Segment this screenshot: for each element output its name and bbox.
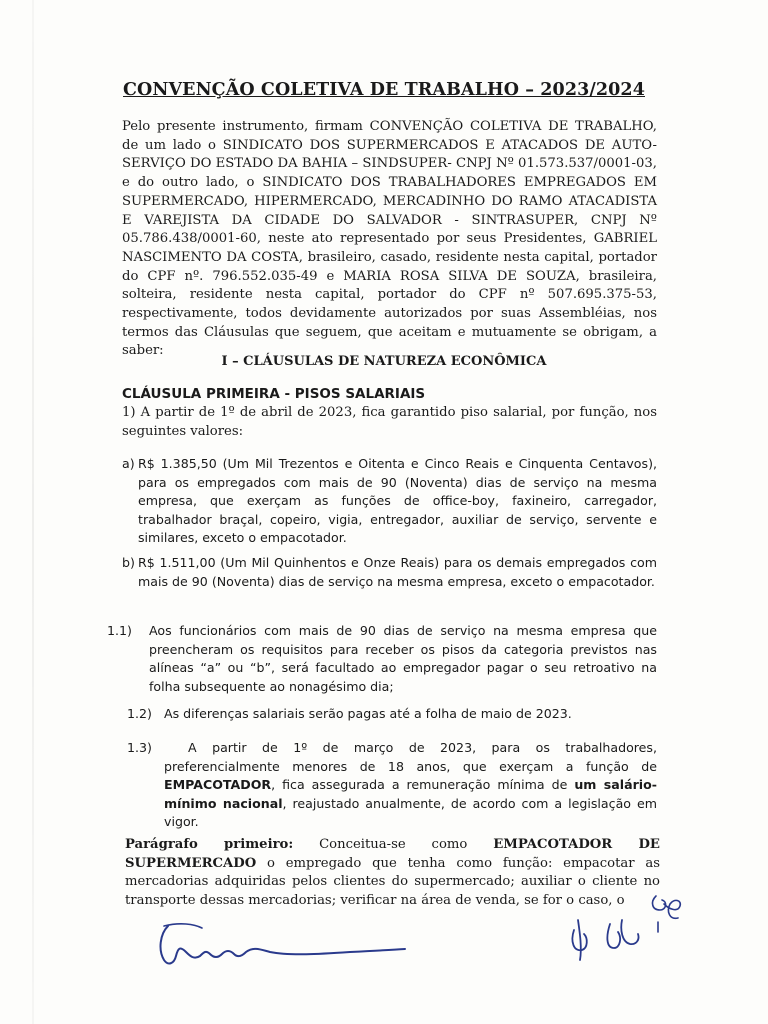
clause-intro: 1) A partir de 1º de abril de 2023, fica garantido piso salarial, por função, nos seguintes valores:	[122, 405, 657, 439]
item-1-2-label: 1.2)	[127, 706, 152, 721]
paragraph-bold-1: EMPACOTADOR DE SUPERMERCADO	[125, 837, 660, 871]
item-a	[122, 455, 657, 548]
item-1-3-text	[164, 739, 657, 832]
item-1-2	[127, 705, 657, 724]
item-1-3-text-2: , fica assegurada a remuneração mínima de	[271, 777, 575, 792]
signature-right	[560, 890, 690, 965]
item-1-3-bold-1: EMPACOTADOR	[164, 777, 272, 792]
item-1-1-label: 1.1)	[107, 623, 132, 638]
clause-title: CLÁUSULA PRIMEIRA - PISOS SALARIAIS	[122, 386, 426, 402]
item-1-3-bold-2: um salário-mínimo nacional	[164, 777, 657, 811]
intro-paragraph: Pelo presente instrumento, firmam CONVENÇÃO COLETIVA DE TRABALHO, de um lado o SINDICATO DOS SUPERMERCADOS E ATACADOS DE AUTO-SERVIÇO DO ESTADO DA BAHIA – SINDSUPER- CNPJ Nº 01.573.537/0001-03, e do outro lado, o SINDICATO DOS TRABALHADORES EMPREGADOS EM SUPERMERCADO, HIPERMERCADO, MERCADINHO DO RAMO ATACADISTA E VAREJISTA DA CIDADE DO SALVADOR - SINTRASUPER, CNPJ Nº 05.786.438/0001-60, neste ato representado por seus Presidentes, GABRIEL NASCIMENTO DA COSTA, brasileiro, casado, residente nesta capital, portador do CPF nº. 796.552.035-49 e MARIA ROSA SILVA DE SOUZA, brasileira, solteira, residente nesta capital, portador do CPF nº 507.695.375-53, respectivamente, todos devidamente autorizados por suas Assembléias, nos termos das Cláusulas que seguem, que aceitam e mutuamente se obrigam, a saber:	[122, 119, 657, 359]
item-1-3-text-1: A partir de 1º de março de 2023, para os trabalhadores, preferencialmente menores de 18 anos, que exerçam a função de	[164, 740, 657, 774]
paragraph-text-1: Conceitua-se como	[293, 837, 494, 852]
item-b-text: R$ 1.511,00 (Um Mil Quinhentos e Onze Reais) para os demais empregados com mais de 90 (Noventa) dias de serviço na mesma empresa, exceto o empacotador.	[138, 555, 657, 589]
section-title: I – CLÁUSULAS DE NATUREZA ECONÔMICA	[221, 354, 547, 369]
paragraph-text-2: o empregado que tenha como função: empacotar as mercadorias adquiridas pelos clientes do supermercado; auxiliar o cliente no transporte dessas mercadorias; verificar na área de venda, se for o caso, o	[125, 855, 660, 909]
item-1-2-text: As diferenças salariais serão pagas até a folha de maio de 2023.	[164, 706, 572, 721]
paragraph-label: Parágrafo primeiro:	[125, 837, 294, 852]
item-a-text: R$ 1.385,50 (Um Mil Trezentos e Oitenta e Cinco Reais e Cinquenta Centavos), para os empregados com mais de 90 (Noventa) dias de serviço na mesma empresa, que exerçam as funções de office-boy, faxineiro, carregador, trabalhador braçal, copeiro, vigia, entregador, auxiliar de serviço, servente e similares, exceto o empacotador.	[138, 456, 657, 545]
scan-crease	[32, 0, 34, 1024]
item-a-label: a)	[122, 456, 135, 471]
item-1-3	[127, 739, 657, 832]
item-b-label: b)	[122, 555, 135, 570]
item-1-3-label: 1.3)	[127, 740, 152, 755]
document-title: CONVENÇÃO COLETIVA DE TRABALHO – 2023/2024	[123, 80, 645, 100]
item-1-1	[107, 622, 657, 696]
item-b	[122, 554, 657, 591]
signature-left	[150, 920, 410, 970]
item-1-3-text-3: , reajustado anualmente, de acordo com a legislação em vigor.	[164, 795, 657, 829]
item-1-1-text: Aos funcionários com mais de 90 dias de serviço na mesma empresa que preencheram os requisitos para receber os pisos da categoria previstos nas alíneas “a” ou “b”, será facultado ao empregador pagar o seu retroativo na folha subsequente ao nonagésimo dia;	[149, 623, 657, 694]
